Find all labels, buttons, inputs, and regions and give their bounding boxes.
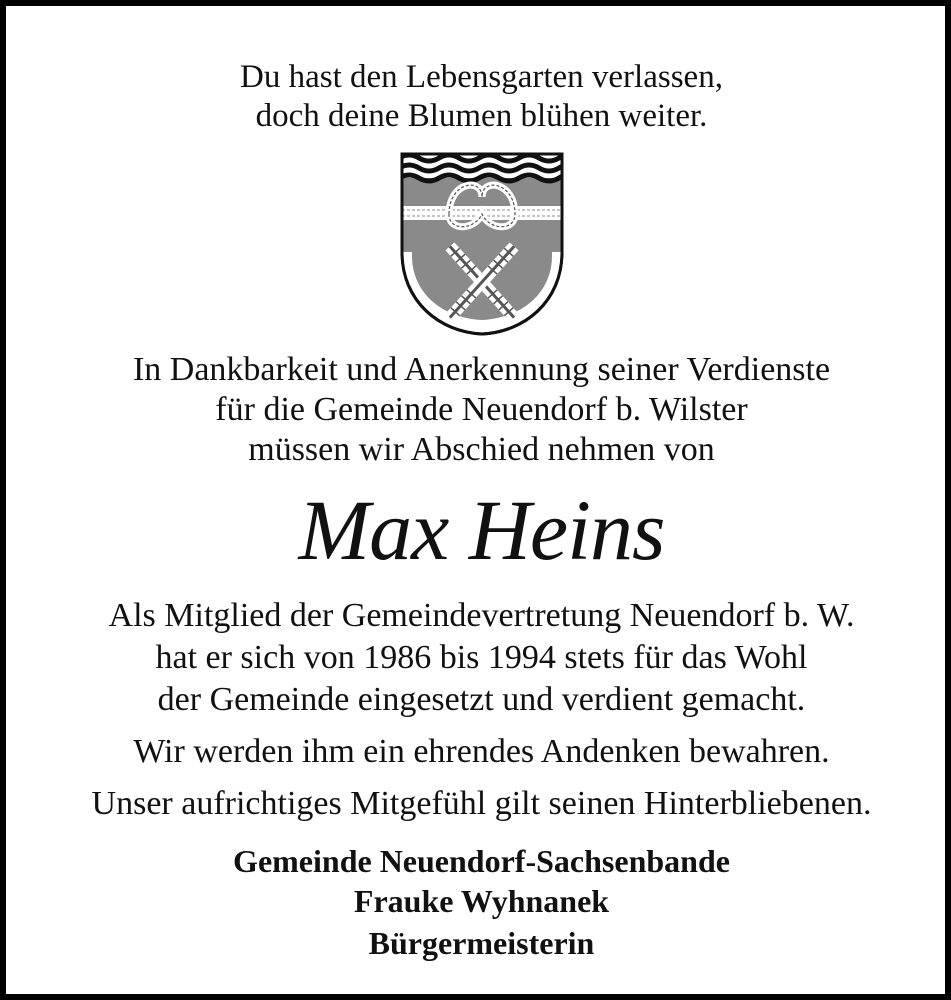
motto-line-1: Du hast den Lebensgarten verlassen, [240, 59, 723, 95]
intro-line-2: für die Gemeinde Neuendorf b. Wilster [215, 391, 748, 428]
tribute-line-2: hat er sich von 1986 bis 1994 stets für das Wohl [155, 639, 808, 676]
intro-line-1: In Dankbarkeit und Anerkennung seiner Verdienste [132, 351, 831, 388]
motto-line-2: doch deine Blumen blühen weiter. [255, 98, 708, 134]
tribute-line-3: der Gemeinde eingesetzt und verdient gemacht. [157, 681, 806, 718]
deceased-name: Max Heins [298, 482, 665, 578]
signature-person: Frauke Wyhnanek [353, 883, 610, 919]
tribute-line-4: Wir werden ihm ein ehrendes Andenken bewahren. [133, 733, 830, 770]
signature-title: Bürgermeisterin [368, 925, 595, 961]
intro-line-3: müssen wir Abschied nehmen von [248, 431, 715, 468]
municipal-coat-of-arms-icon [399, 152, 565, 338]
tribute-line-1: Als Mitglied der Gemeindevertretung Neuendorf b. W. [108, 597, 855, 634]
signature-organization: Gemeinde Neuendorf-Sachsenbande [233, 843, 730, 879]
tribute-line-5: Unser aufrichtiges Mitgefühl gilt seinen Hinterbliebenen. [91, 785, 872, 822]
